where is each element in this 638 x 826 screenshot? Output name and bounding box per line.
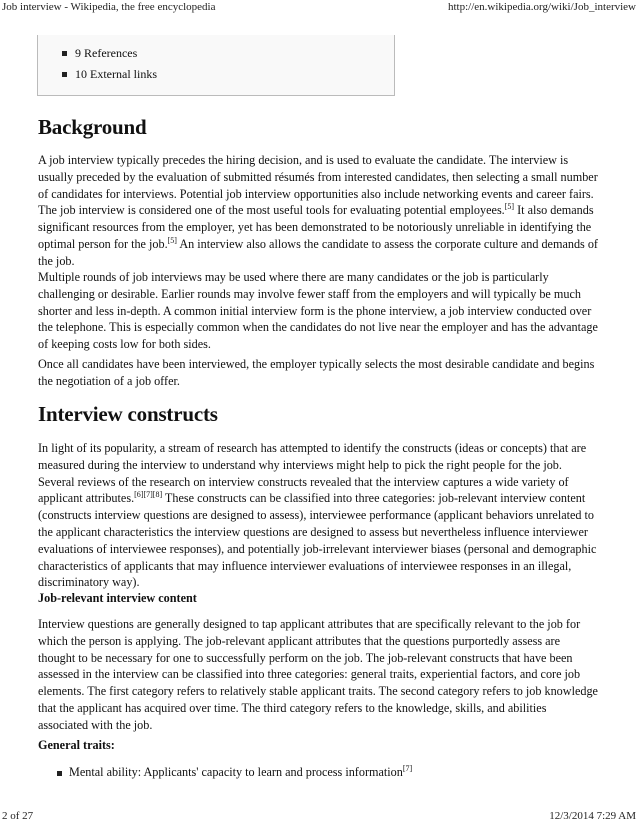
citation-link[interactable]: [5] [167, 235, 177, 245]
constructs-paragraph-1: In light of its popularity, a stream of research has attempted to identify the constructs (ideas or concepts) that are measured during the interview to understand why interviews might help to pick the right people for the job. Several reviews of the research on interview constructs revealed that the interview captures a wide variety of applicant attributes.[6][7][8] These constructs can be classified into three categories: job-relevant interview content (constructs interview questions are designed to assess), interviewee performance (applicant behaviors unrelated to the applicant characteristics the interview questions are designed to assess but nevertheless influence interviewer evaluations of interviewee responses), and potentially job-irrelevant interviewer biases (personal and demographic characteristics of applicants that may influence interviewer evaluations of interviewee responses in an illegal, discriminatory way). [38, 441, 597, 590]
toc-item-references[interactable]: 9 References [62, 43, 157, 64]
background-paragraph-1: A job interview typically precedes the hiring decision, and is used to evaluate the candidate. The interview is usually preceded by the evaluation of submitted résumés from interested candidates, then selecting a small number of candidates for interviews. Potential job interview opportunities also include networking events and career fairs. The job interview is considered one of the most useful tools for evaluating potential employees.[5] It also demands significant resources from the employer, yet has been demonstrated to be notoriously unreliable in identifying the optimal person for the job.[5] An interview also allows the candidate to assess the corporate culture and demands of the job. [38, 153, 598, 268]
heading-interview-constructs: Interview constructs [38, 402, 218, 426]
list-item: Mental ability: Applicants' capacity to learn and process information[7] [57, 764, 412, 781]
background-paragraph-2: Multiple rounds of job interviews may be used where there are many candidates or the job is particularly challenging or desirable. Earlier rounds may involve fewer staff from the employers and will typically be much shorter and less in-depth. A common initial interview form is the phone interview, a job interview conducted over the telephone. This is especially common when the candidates do not live near the employer and has the advantage of keeping costs low for both sides. [38, 270, 598, 352]
heading-background: Background [38, 115, 147, 139]
print-footer [0, 809, 638, 823]
constructs-paragraph-2: Interview questions are generally designed to tap applicant attributes that are specifically relevant to the job for which the person is applying. The job-relevant applicant attributes that the questions purportedly assess are thought to be necessary for one to successfully perform on the job. The job-relevant constructs that have been assessed in the interview can be classified into three categories: general traits, experiential factors, and core job elements. The first category refers to relatively stable applicant traits. The second category refers to job knowledge that the applicant has acquired over time. The third category refers to the knowledge, skills, and abilities associated with the job. [38, 617, 598, 732]
subheading-job-relevant-content: Job-relevant interview content [38, 591, 197, 605]
background-paragraph-3: Once all candidates have been interviewed, the employer typically selects the most desirable candidate and begins the negotiation of a job offer. [38, 357, 595, 388]
table-of-contents [37, 35, 395, 96]
print-datetime: 12/3/2014 7:29 AM [549, 810, 636, 822]
print-header [0, 0, 638, 14]
citation-link[interactable]: [5] [504, 202, 515, 212]
general-traits-label: General traits: [38, 738, 115, 752]
citation-link[interactable]: [7] [402, 764, 413, 773]
citation-link[interactable]: [6][7][8] [134, 490, 163, 500]
page-title: Job interview - Wikipedia, the free encyclopedia [2, 1, 216, 13]
page-number: 2 of 27 [2, 810, 34, 822]
page-url: http://en.wikipedia.org/wiki/Job_interview [448, 1, 636, 13]
toc-item-external-links[interactable]: 10 External links [62, 64, 157, 85]
